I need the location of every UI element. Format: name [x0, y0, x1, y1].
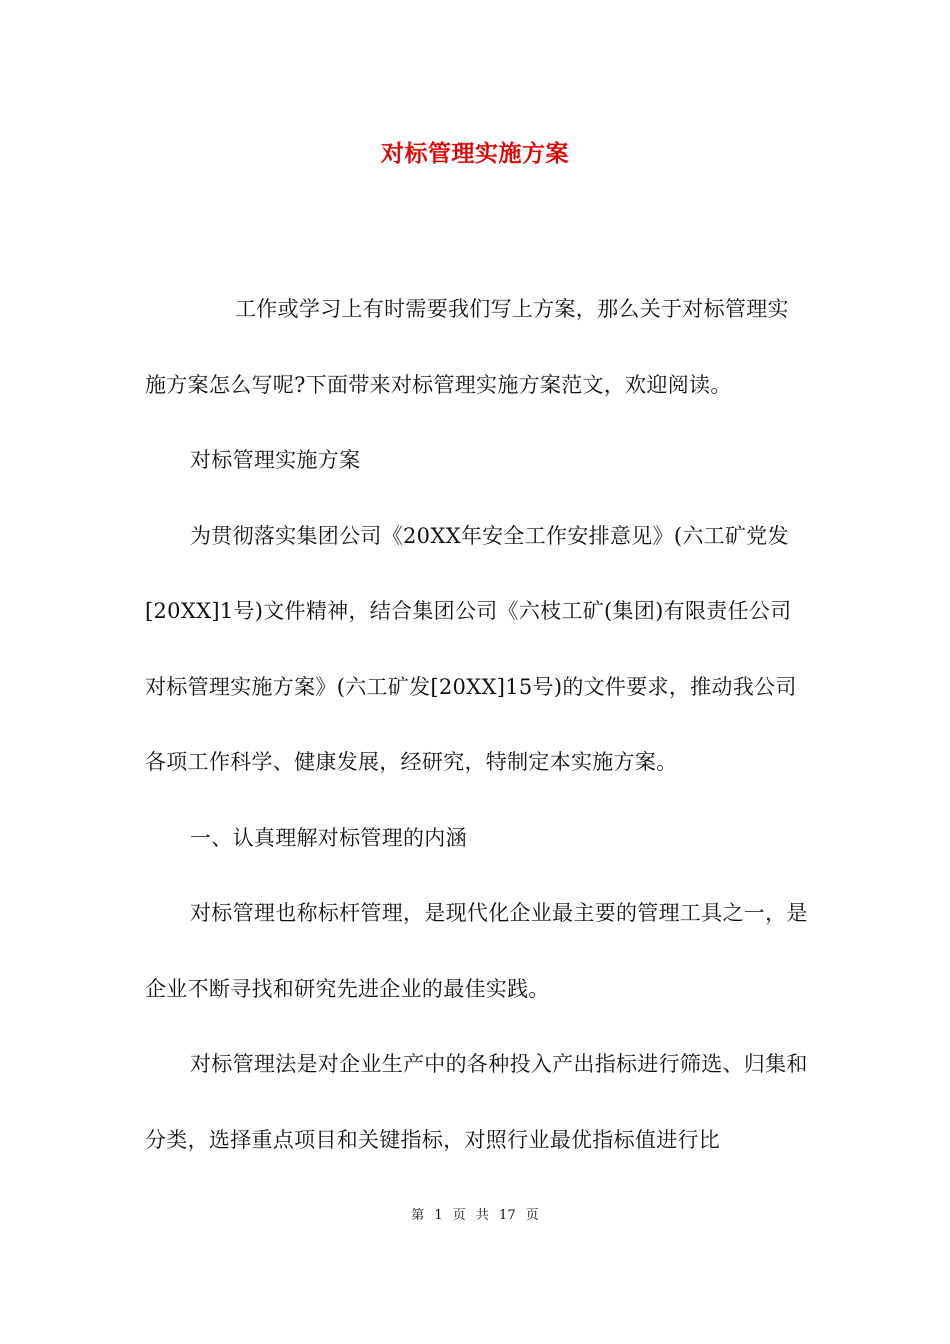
- section-heading: 对标管理实施方案: [190, 448, 361, 472]
- document-title: 对标管理实施方案: [381, 140, 569, 167]
- body-paragraph: 对标管理法是对企业生产中的各种投入产出指标进行筛选、归集和分类，选择重点项目和关键指标，对照行业最优指标值进行比: [145, 1052, 808, 1152]
- intro-paragraph: 工作或学习上有时需要我们写上方案，那么关于对标管理实施方案怎么写呢?下面带来对标管理实施方案范文，欢迎阅读。: [145, 297, 789, 397]
- section-heading-1: 一、认真理解对标管理的内涵: [190, 825, 467, 850]
- body-paragraph: 为贯彻落实集团公司《20XX年安全工作安排意见》(六工矿党发[20XX]1号)文件精神，结合集团公司《六枝工矿(集团)有限责任公司对标管理实施方案》(六工矿发[20XX]15号)的文件要求，推动我公司各项工作科学、健康发展，经研究，特制定本实施方案。: [145, 523, 797, 774]
- body-paragraph: 对标管理也称标杆管理，是现代化企业最主要的管理工具之一，是企业不断寻找和研究先进企业的最佳实践。: [145, 901, 808, 1001]
- document-body: [145, 272, 810, 1178]
- page-footer: 第 1 页 共 17 页: [411, 1208, 539, 1223]
